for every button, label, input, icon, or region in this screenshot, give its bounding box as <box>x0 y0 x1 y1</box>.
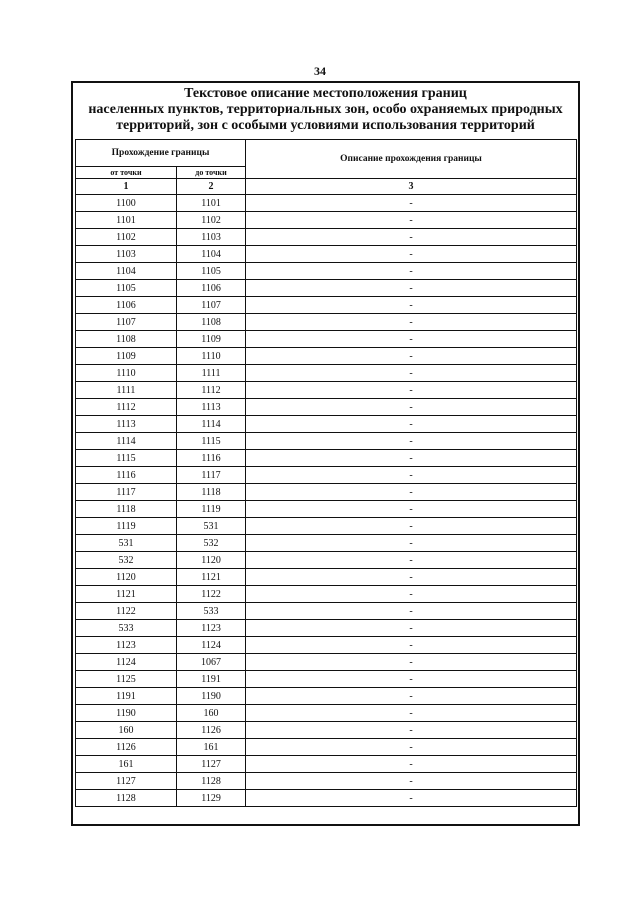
from-point-cell: 1116 <box>76 467 177 484</box>
description-cell: - <box>246 450 577 467</box>
table-row <box>76 416 577 433</box>
description-cell: - <box>246 552 577 569</box>
from-point-cell: 160 <box>76 722 177 739</box>
to-point-cell: 1126 <box>177 722 246 739</box>
description-cell: - <box>246 484 577 501</box>
from-point-cell: 1103 <box>76 246 177 263</box>
from-point-cell: 531 <box>76 535 177 552</box>
from-point-cell: 1113 <box>76 416 177 433</box>
table-row <box>76 739 577 756</box>
table-row <box>76 518 577 535</box>
to-point-cell: 1120 <box>177 552 246 569</box>
description-cell: - <box>246 416 577 433</box>
description-cell: - <box>246 229 577 246</box>
table-row <box>76 297 577 314</box>
table-row <box>76 773 577 790</box>
to-point-cell: 1067 <box>177 654 246 671</box>
description-cell: - <box>246 246 577 263</box>
table-row <box>76 586 577 603</box>
to-point-cell: 531 <box>177 518 246 535</box>
from-point-cell: 1128 <box>76 790 177 807</box>
to-point-cell: 1129 <box>177 790 246 807</box>
table-row <box>76 212 577 229</box>
table-row <box>76 620 577 637</box>
column-number-2: 2 <box>177 179 246 195</box>
to-point-cell: 160 <box>177 705 246 722</box>
to-point-cell: 1122 <box>177 586 246 603</box>
from-point-cell: 1109 <box>76 348 177 365</box>
to-point-cell: 1103 <box>177 229 246 246</box>
description-cell: - <box>246 314 577 331</box>
description-cell: - <box>246 739 577 756</box>
from-point-cell: 1106 <box>76 297 177 314</box>
table-row <box>76 280 577 297</box>
from-point-cell: 1107 <box>76 314 177 331</box>
description-cell: - <box>246 501 577 518</box>
header-boundary-passage: Прохождение границы <box>76 140 246 167</box>
to-point-cell: 1110 <box>177 348 246 365</box>
description-cell: - <box>246 671 577 688</box>
from-point-cell: 1112 <box>76 399 177 416</box>
table-row <box>76 263 577 280</box>
to-point-cell: 161 <box>177 739 246 756</box>
from-point-cell: 1118 <box>76 501 177 518</box>
description-cell: - <box>246 348 577 365</box>
description-cell: - <box>246 756 577 773</box>
table-row <box>76 603 577 620</box>
description-cell: - <box>246 195 577 212</box>
table-row <box>76 637 577 654</box>
table-row <box>76 450 577 467</box>
to-point-cell: 1112 <box>177 382 246 399</box>
description-cell: - <box>246 467 577 484</box>
from-point-cell: 1111 <box>76 382 177 399</box>
from-point-cell: 533 <box>76 620 177 637</box>
description-cell: - <box>246 399 577 416</box>
description-cell: - <box>246 212 577 229</box>
table-row <box>76 722 577 739</box>
table-row <box>76 382 577 399</box>
title-line-1: Текстовое описание местоположения границ <box>184 86 467 101</box>
from-point-cell: 1123 <box>76 637 177 654</box>
title-line-2: населенных пунктов, территориальных зон, особо охраняемых природных <box>88 102 563 117</box>
table-row <box>76 331 577 348</box>
table-row <box>76 671 577 688</box>
from-point-cell: 1104 <box>76 263 177 280</box>
description-cell: - <box>246 705 577 722</box>
to-point-cell: 1123 <box>177 620 246 637</box>
table-row <box>76 654 577 671</box>
description-cell: - <box>246 569 577 586</box>
to-point-cell: 1116 <box>177 450 246 467</box>
description-cell: - <box>246 365 577 382</box>
description-cell: - <box>246 297 577 314</box>
table-row <box>76 348 577 365</box>
from-point-cell: 161 <box>76 756 177 773</box>
description-cell: - <box>246 603 577 620</box>
to-point-cell: 1114 <box>177 416 246 433</box>
header-to-point: до точки <box>177 167 246 179</box>
from-point-cell: 1127 <box>76 773 177 790</box>
to-point-cell: 533 <box>177 603 246 620</box>
from-point-cell: 1117 <box>76 484 177 501</box>
table-row <box>76 229 577 246</box>
description-cell: - <box>246 654 577 671</box>
description-cell: - <box>246 433 577 450</box>
table-row <box>76 399 577 416</box>
from-point-cell: 1122 <box>76 603 177 620</box>
to-point-cell: 1101 <box>177 195 246 212</box>
document-title <box>73 86 578 134</box>
from-point-cell: 1115 <box>76 450 177 467</box>
to-point-cell: 1119 <box>177 501 246 518</box>
description-cell: - <box>246 773 577 790</box>
description-cell: - <box>246 637 577 654</box>
to-point-cell: 1111 <box>177 365 246 382</box>
to-point-cell: 1106 <box>177 280 246 297</box>
to-point-cell: 1128 <box>177 773 246 790</box>
from-point-cell: 1126 <box>76 739 177 756</box>
to-point-cell: 532 <box>177 535 246 552</box>
to-point-cell: 1191 <box>177 671 246 688</box>
header-boundary-description: Описание прохождения границы <box>246 140 577 179</box>
table-row <box>76 195 577 212</box>
description-cell: - <box>246 331 577 348</box>
table-row <box>76 433 577 450</box>
title-line-3: территорий, зон с особыми условиями использования территорий <box>116 118 535 133</box>
from-point-cell: 1120 <box>76 569 177 586</box>
description-cell: - <box>246 382 577 399</box>
to-point-cell: 1102 <box>177 212 246 229</box>
boundary-table <box>75 139 577 807</box>
from-point-cell: 1119 <box>76 518 177 535</box>
table-row <box>76 552 577 569</box>
from-point-cell: 1101 <box>76 212 177 229</box>
table-row <box>76 484 577 501</box>
table-row <box>76 365 577 382</box>
table-row <box>76 569 577 586</box>
from-point-cell: 1108 <box>76 331 177 348</box>
table-row <box>76 501 577 518</box>
table-row <box>76 314 577 331</box>
table-row <box>76 246 577 263</box>
to-point-cell: 1124 <box>177 637 246 654</box>
description-cell: - <box>246 620 577 637</box>
from-point-cell: 1102 <box>76 229 177 246</box>
table-row <box>76 467 577 484</box>
page-number: 34 <box>314 64 326 78</box>
to-point-cell: 1104 <box>177 246 246 263</box>
from-point-cell: 532 <box>76 552 177 569</box>
from-point-cell: 1121 <box>76 586 177 603</box>
to-point-cell: 1118 <box>177 484 246 501</box>
to-point-cell: 1127 <box>177 756 246 773</box>
description-cell: - <box>246 535 577 552</box>
description-cell: - <box>246 586 577 603</box>
table-row <box>76 756 577 773</box>
to-point-cell: 1190 <box>177 688 246 705</box>
from-point-cell: 1124 <box>76 654 177 671</box>
from-point-cell: 1191 <box>76 688 177 705</box>
description-cell: - <box>246 263 577 280</box>
table-row <box>76 688 577 705</box>
table-row <box>76 535 577 552</box>
from-point-cell: 1190 <box>76 705 177 722</box>
to-point-cell: 1108 <box>177 314 246 331</box>
from-point-cell: 1125 <box>76 671 177 688</box>
table-row <box>76 705 577 722</box>
from-point-cell: 1100 <box>76 195 177 212</box>
description-cell: - <box>246 518 577 535</box>
description-cell: - <box>246 790 577 807</box>
to-point-cell: 1109 <box>177 331 246 348</box>
from-point-cell: 1105 <box>76 280 177 297</box>
from-point-cell: 1110 <box>76 365 177 382</box>
to-point-cell: 1117 <box>177 467 246 484</box>
to-point-cell: 1107 <box>177 297 246 314</box>
to-point-cell: 1121 <box>177 569 246 586</box>
header-from-point: от точки <box>76 167 177 179</box>
to-point-cell: 1115 <box>177 433 246 450</box>
column-number-1: 1 <box>76 179 177 195</box>
description-cell: - <box>246 280 577 297</box>
table-row <box>76 790 577 807</box>
description-cell: - <box>246 688 577 705</box>
from-point-cell: 1114 <box>76 433 177 450</box>
description-cell: - <box>246 722 577 739</box>
to-point-cell: 1105 <box>177 263 246 280</box>
column-number-3: 3 <box>246 179 577 195</box>
to-point-cell: 1113 <box>177 399 246 416</box>
